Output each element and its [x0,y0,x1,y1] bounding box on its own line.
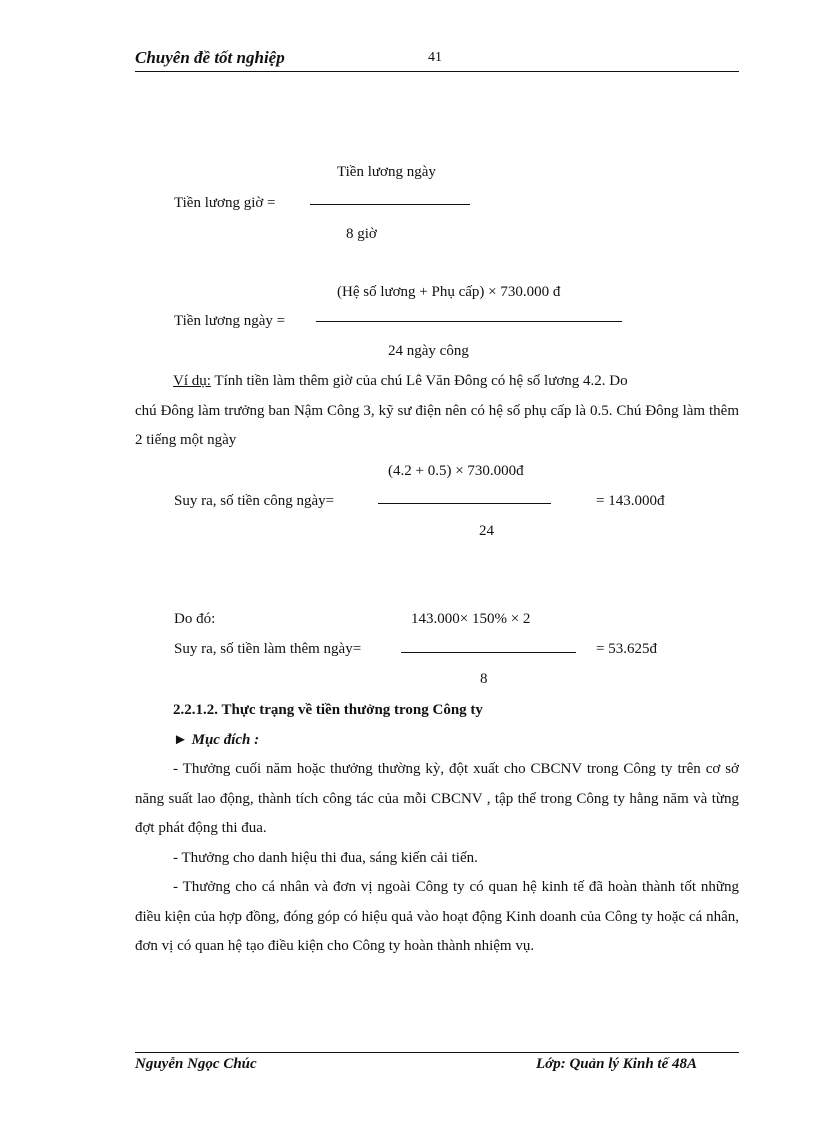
example-text-rest: chú Đông làm trưởng ban Nậm Công 3, kỹ sư điện nên có hệ số phụ cấp là 0.5. Chú Đông làm thêm 2 tiếng một ngày [135,402,739,448]
calc1-denominator: 24 [479,523,494,539]
footer-class: Lớp: Quản lý Kinh tế 48A [536,1056,697,1072]
calc2-result: = 53.625đ [596,641,657,657]
formula2-denominator: 24 ngày công [388,343,469,359]
calc2-fraction-bar [401,652,576,653]
calc1-fraction-bar [378,503,551,504]
calc2-denominator: 8 [480,671,488,687]
bullet-2: - Thưởng cho danh hiệu thi đua, sáng kiến cải tiến. [173,849,478,866]
page-number: 41 [428,50,442,65]
purpose-marker: ► [173,731,188,748]
bullet-3: - Thưởng cho cá nhân và đơn vị ngoài Công ty có quan hệ kinh tế đã hoàn thành tốt những điều kiện của hợp đồng, đóng góp có hiệu quả vào hoạt động Kinh doanh của Công ty hoặc cá nhân, đơn vị có quan hệ tạo điều kiện cho Công ty hoàn thành nhiệm vụ. [135,879,739,954]
section-heading: 2.2.1.2. Thực trạng về tiền thưởng trong Công ty [173,702,483,718]
example-text-line1: Tính tiền làm thêm giờ của chú Lê Văn Đông có hệ số lương 4.2. Do [210,373,628,389]
section-body [135,696,739,962]
purpose-label: Mục đích : [191,731,260,748]
formula1-denominator: 8 giờ [346,226,377,242]
footer-divider [135,1052,739,1053]
calc1-numerator: (4.2 + 0.5) × 730.000đ [388,463,524,479]
footer-author: Nguyễn Ngọc Chúc [135,1056,257,1072]
calc2-numerator: 143.000× 150% × 2 [411,611,531,627]
formula1-fraction-bar [310,204,470,205]
calc2-prefix: Do đó: [174,611,216,627]
document-header-title: Chuyên đề tốt nghiệp [135,48,285,67]
example-paragraph [135,367,739,456]
formula2-label: Tiền lương ngày = [174,313,286,329]
example-line1 [135,367,739,397]
calc1-label: Suy ra, số tiền công ngày= [174,493,335,509]
example-lead: Ví dụ: [173,373,211,389]
purpose-line [135,726,739,756]
header-divider [135,71,739,72]
calc1-result: = 143.000đ [596,493,665,509]
calc2-label: Suy ra, số tiền làm thêm ngày= [174,641,362,657]
formula2-numerator: (Hệ số lương + Phụ cấp) × 730.000 đ [337,284,561,300]
formula1-label: Tiền lương giờ = [174,195,276,211]
formula2-fraction-bar [316,321,622,322]
bullet-1: - Thưởng cuối năm hoặc thưởng thường kỳ, đột xuất cho CBCNV trong Công ty trên cơ sở năng suất lao động, thành tích công tác của mỗi CBCNV , tập thể trong Công ty hằng năm và từng đợt phát động thi đua. [135,761,739,836]
formula1-numerator: Tiền lương ngày [337,164,436,180]
